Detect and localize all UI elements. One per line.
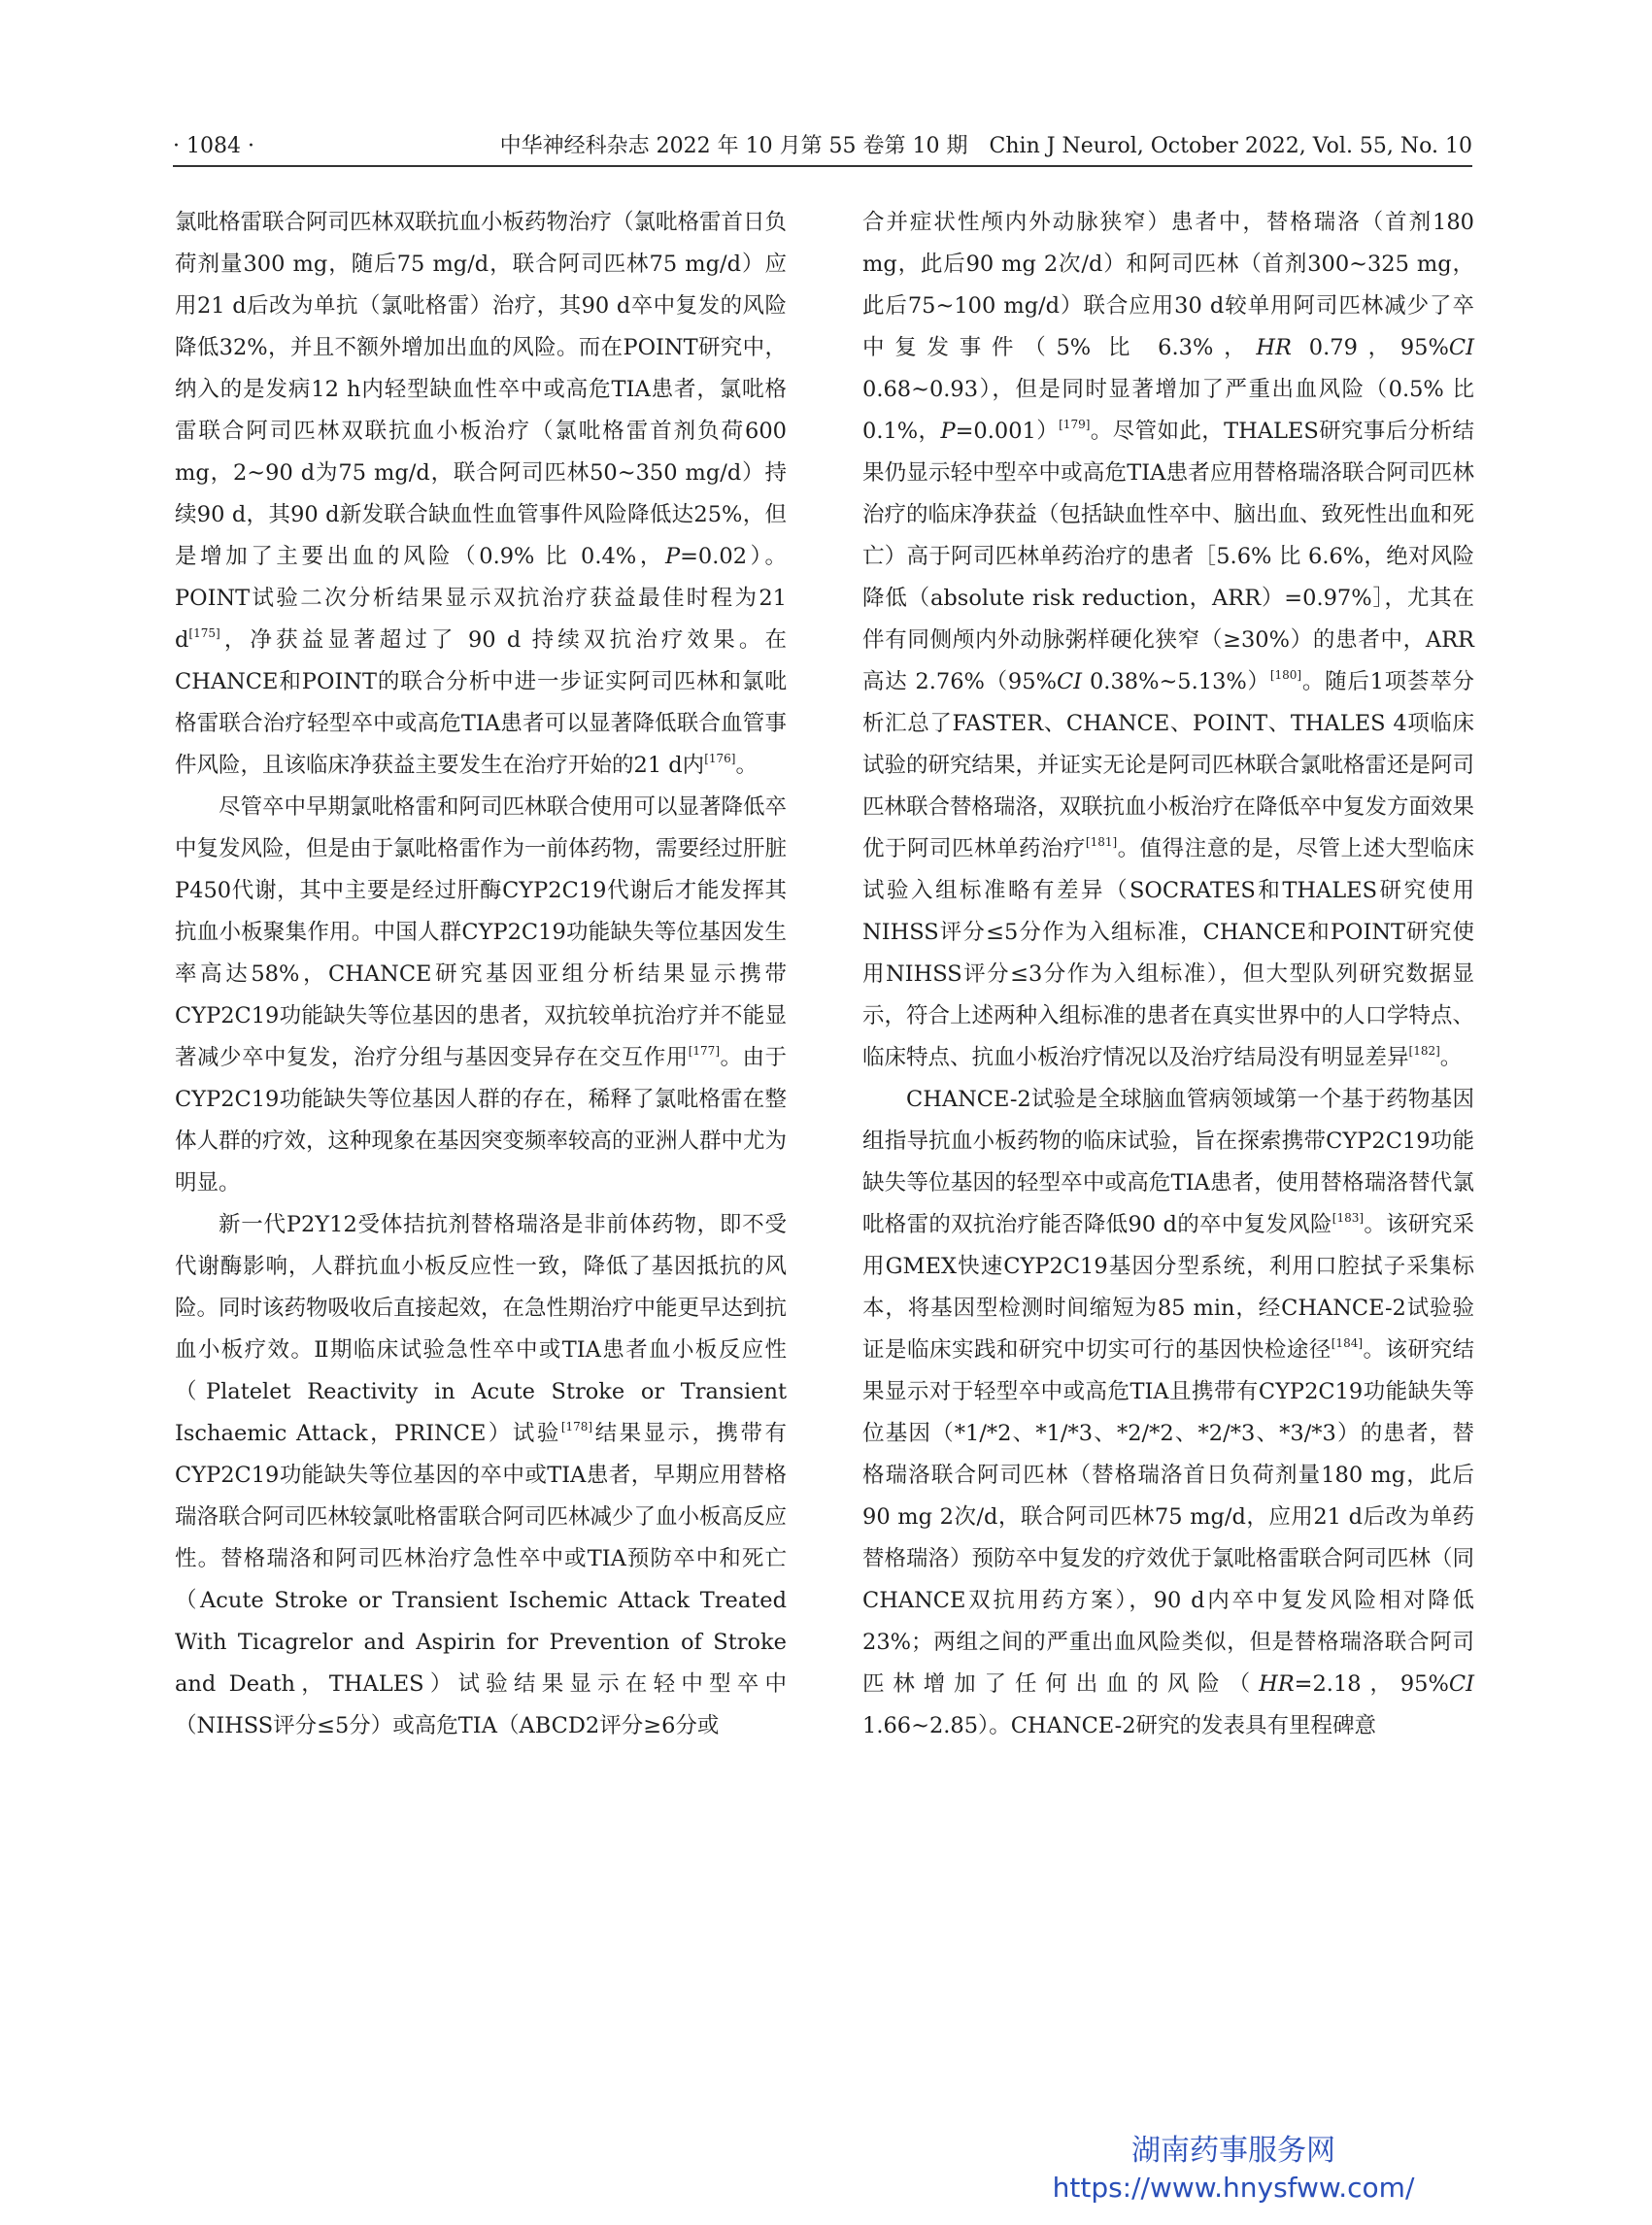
citation-ref: [176]: [704, 752, 736, 765]
citation-ref: [177]: [688, 1044, 721, 1058]
citation-ref: [178]: [560, 1420, 593, 1433]
paragraph: 尽管卒中早期氯吡格雷和阿司匹林联合使用可以显著降低卒中复发风险，但是由于氯吡格雷作为一前体药物，需要经过肝脏P450代谢，其中主要是经过肝酶CYP2C19代谢后才能发挥其抗血小板聚集作用。中国人群CYP2C19功能缺失等位基因发生率高达58%，CHANCE研究基因亚组分析结果显示携带CYP2C19功能缺失等位基因的患者，双抗较单抗治疗并不能显著减少卒中复发，治疗分组与基因变异存在交互作用[177]。由于CYP2C19功能缺失等位基因人群的存在，稀释了氯吡格雷在整体人群的疗效，这种现象在基因突变频率较高的亚洲人群中尤为明显。: [175, 794, 788, 1196]
citation-ref: [183]: [1332, 1211, 1365, 1225]
running-header: [173, 132, 1472, 167]
right-column: [862, 202, 1474, 1747]
watermark-url[interactable]: https://www.hnysfww.com/: [1052, 2172, 1415, 2204]
citation-ref: [175]: [188, 626, 220, 640]
citation-ref: [181]: [1085, 835, 1118, 849]
paragraph: 合并症状性颅内外动脉狭窄）患者中，替格瑞洛（首剂180 mg，此后90 mg 2次/d）和阿司匹林（首剂300~325 mg，此后75~100 mg/d）联合应用30 d较单用阿司匹林减少了卒中复发事件（5% 比 6.3%，HR 0.79，95%CI 0.68~0.93），但是同时显著增加了严重出血风险（0.5% 比 0.1%，P=0.001）[179]。尽管如此，THALES研究事后分析结果仍显示轻中型卒中或高危TIA患者应用替格瑞洛联合阿司匹林治疗的临床净获益（包括缺血性卒中、脑出血、致死性出血和死亡）高于阿司匹林单药治疗的患者［5.6% 比 6.6%，绝对风险降低（absolute risk reduction，ARR）=0.97%］，尤其在伴有同侧颅内外动脉粥样硬化狭窄（≥30%）的患者中，ARR 高达 2.76%（95%CI 0.38%~5.13%）[180]。随后1项荟萃分析汇总了FASTER、CHANCE、POINT、THALES 4项临床试验的研究结果，并证实无论是阿司匹林联合氯吡格雷还是阿司匹林联合替格瑞洛，双联抗血小板治疗在降低卒中复发方面效果优于阿司匹林单药治疗[181]。值得注意的是，尽管上述大型临床试验入组标准略有差异（SOCRATES和THALES研究使用NIHSS评分≤5分作为入组标准，CHANCE和POINT研究使用NIHSS评分≤3分作为入组标准），但大型队列研究数据显示，符合上述两种入组标准的患者在真实世界中的人口学特点、临床特点、抗血小板治疗情况以及治疗结局没有明显差异[182]。: [862, 210, 1475, 1070]
citation-ref: [180]: [1269, 668, 1302, 682]
paragraph: 氯吡格雷联合阿司匹林双联抗血小板药物治疗（氯吡格雷首日负荷剂量300 mg，随后75 mg/d，联合阿司匹林75 mg/d）应用21 d后改为单抗（氯吡格雷）治疗，其90 d卒中复发的风险降低32%，并且不额外增加出血的风险。而在POINT研究中，纳入的是发病12 h内轻型缺血性卒中或高危TIA患者，氯吡格雷联合阿司匹林双联抗血小板治疗（氯吡格雷首剂负荷600 mg，2~90 d为75 mg/d，联合阿司匹林50~350 mg/d）持续90 d，其90 d新发联合缺血性血管事件风险降低达25%，但是增加了主要出血的风险（0.9% 比 0.4%，P=0.02）。POINT试验二次分析结果显示双抗治疗获益最佳时程为21 d[175]，净获益显著超过了 90 d 持续双抗治疗效果。在CHANCE和POINT的联合分析中进一步证实阿司匹林和氯吡格雷联合治疗轻型卒中或高危TIA患者可以显著降低联合血管事件风险，且该临床净获益主要发生在治疗开始的21 d内[176]。: [175, 210, 788, 778]
citation-ref: [179]: [1059, 418, 1091, 431]
citation-ref: [182]: [1408, 1044, 1440, 1058]
left-column: [175, 202, 787, 1747]
paragraph: 新一代P2Y12受体拮抗剂替格瑞洛是非前体药物，即不受代谢酶影响，人群抗血小板反应性一致，降低了基因抵抗的风险。同时该药物吸收后直接起效，在急性期治疗中能更早达到抗血小板疗效。Ⅱ期临床试验急性卒中或TIA患者血小板反应性（Platelet Reactivity in Acute Stroke or Transient Ischaemic Attack，PRINCE）试验[178]结果显示，携带有CYP2C19功能缺失等位基因的卒中或TIA患者，早期应用替格瑞洛联合阿司匹林较氯吡格雷联合阿司匹林减少了血小板高反应性。替格瑞洛和阿司匹林治疗急性卒中或TIA预防卒中和死亡（Acute Stroke or Transient Ischemic Attack Treated With Ticagrelor and Aspirin for Prevention of Stroke and Death，THALES）试验结果显示在轻中型卒中（NIHSS评分≤5分）或高危TIA（ABCD2评分≥6分或: [175, 1212, 788, 1738]
journal-citation: 中华神经科杂志 2022 年 10 月第 55 卷第 10 期 Chin J Neurol, October 2022, Vol. 55, No. 10: [499, 134, 1472, 158]
watermark-title: 湖南药事服务网: [1131, 2134, 1335, 2168]
site-watermark: [1010, 2132, 1457, 2206]
paragraph: CHANCE-2试验是全球脑血管病领域第一个基于药物基因组指导抗血小板药物的临床试验，旨在探索携带CYP2C19功能缺失等位基因的轻型卒中或高危TIA患者，使用替格瑞洛替代氯吡格雷的双抗治疗能否降低90 d的卒中复发风险[183]。该研究采用GMEX快速CYP2C19基因分型系统，利用口腔拭子采集标本，将基因型检测时间缩短为85 min，经CHANCE-2试验验证是临床实践和研究中切实可行的基因快检途径[184]。该研究结果显示对于轻型卒中或高危TIA且携带有CYP2C19功能缺失等位基因（*1/*2、*1/*3、*2/*2、*2/*3、*3/*3）的患者，替格瑞洛联合阿司匹林（替格瑞洛首日负荷剂量180 mg，此后90 mg 2次/d，联合阿司匹林75 mg/d，应用21 d后改为单药替格瑞洛）预防卒中复发的疗效优于氯吡格雷联合阿司匹林（同CHANCE双抗用药方案），90 d内卒中复发风险相对降低23%；两组之间的严重出血风险类似，但是替格瑞洛联合阿司匹林增加了任何出血的风险（HR=2.18，95%CI 1.66~2.85）。CHANCE-2研究的发表具有里程碑意: [862, 1087, 1475, 1738]
page-number: · 1084 ·: [173, 134, 254, 158]
citation-ref: [184]: [1331, 1336, 1364, 1350]
